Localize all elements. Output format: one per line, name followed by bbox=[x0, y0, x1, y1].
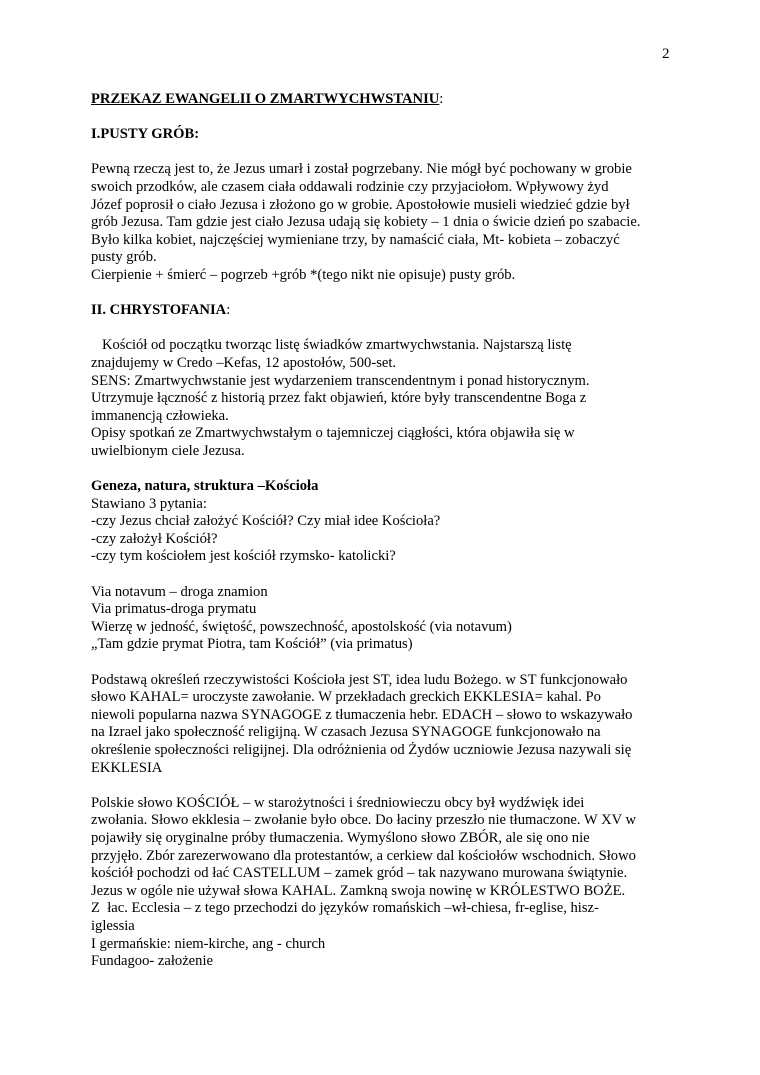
paragraph-line: Kościół od początku tworząc listę świadków zmartwychwstania. Najstarszą listę bbox=[91, 337, 572, 354]
paragraph-line: grób Jezusa. Tam gdzie jest ciało Jezusa udają się kobiety – 1 dnia o świcie dzień po szabacie. bbox=[91, 214, 641, 231]
title-text: PRZEKAZ EWANGELII O ZMARTWYCHWSTANIU bbox=[91, 91, 440, 107]
title-colon: : bbox=[439, 91, 444, 107]
paragraph-line: Opisy spotkań ze Zmartwychwstałym o tajemniczej ciągłości, która objawiła się w bbox=[91, 425, 575, 442]
heading-colon: : bbox=[226, 302, 231, 319]
paragraph-line: kościół pochodzi od łać CASTELLUM – zamek gród – tak nazywano murowana świątynie. bbox=[91, 865, 628, 882]
paragraph-line: Via primatus-droga prymatu bbox=[91, 601, 257, 618]
document-title bbox=[91, 91, 681, 109]
paragraph-line: immanencją człowieka. bbox=[91, 407, 229, 424]
paragraph-line: pojawiły się oryginalne próby tłumaczenia. Wymyślono słowo ZBÓR, ale się ono nie bbox=[91, 829, 590, 846]
paragraph-line: -czy Jezus chciał założyć Kościół? Czy miał idee Kościoła? bbox=[91, 513, 441, 530]
section-heading-geneza: Geneza, natura, struktura –Kościoła bbox=[91, 478, 319, 495]
paragraph-line: EKKLESIA bbox=[91, 759, 163, 776]
paragraph-line: Fundagoo- założenie bbox=[91, 953, 213, 970]
paragraph-line: pusty grób. bbox=[91, 249, 157, 266]
paragraph-line: znajdujemy w Credo –Kefas, 12 apostołów, 500-set. bbox=[91, 354, 397, 371]
paragraph-line: -czy tym kościołem jest kościół rzymsko- katolicki? bbox=[91, 548, 396, 565]
paragraph-line: Było kilka kobiet, najczęściej wymieniane trzy, by namaścić ciała, Mt- kobieta – zobaczyć bbox=[91, 231, 620, 248]
paragraph-line: Utrzymuje łączność z historią przez fakt objawień, które były transcendentne Boga z bbox=[91, 390, 587, 407]
paragraph-line: Jezus w ogóle nie używał słowa KAHAL. Zamkną swoja nowinę w KRÓLESTWO BOŻE. bbox=[91, 882, 626, 899]
paragraph-line: uwielbionym ciele Jezusa. bbox=[91, 442, 245, 459]
paragraph-line: Wierzę w jedność, świętość, powszechność, apostolskość (via notavum) bbox=[91, 618, 512, 635]
section-heading-chrystofania bbox=[91, 302, 681, 320]
heading-text: II. CHRYSTOFANIA bbox=[91, 302, 227, 319]
paragraph-line: słowo KAHAL= uroczyste zawołanie. W przekładach greckich EKKLESIA= kahal. Po bbox=[91, 689, 601, 706]
paragraph-line: Polskie słowo KOŚCIÓŁ – w starożytności i średniowieczu obcy był wydźwięk idei bbox=[91, 794, 585, 811]
paragraph-line: Z łac. Ecclesia – z tego przechodzi do języków romańskich –wł-chiesa, fr-eglise, hisz- bbox=[91, 900, 599, 917]
paragraph-line: SENS: Zmartwychwstanie jest wydarzeniem transcendentnym i ponad historycznym. bbox=[91, 372, 590, 389]
paragraph-line: „Tam gdzie prymat Piotra, tam Kościół” (via primatus) bbox=[91, 636, 413, 653]
paragraph-line: Pewną rzeczą jest to, że Jezus umarł i został pogrzebany. Nie mógł być pochowany w grobie bbox=[91, 161, 632, 178]
page-number: 2 bbox=[662, 46, 670, 62]
paragraph-line: Podstawą określeń rzeczywistości Kościoła jest ST, idea ludu Bożego. w ST funkcjonowało bbox=[91, 671, 628, 688]
paragraph-line: Stawiano 3 pytania: bbox=[91, 495, 207, 512]
paragraph-line: Via notavum – droga znamion bbox=[91, 583, 268, 600]
paragraph-line: iglessia bbox=[91, 917, 135, 934]
paragraph-line: swoich przodków, ale czasem ciała oddawali rodzinie czy przyjaciołom. Wpływowy żyd bbox=[91, 178, 609, 195]
section-heading-pusty-grob: I.PUSTY GRÓB: bbox=[91, 126, 200, 143]
paragraph-line: niewoli popularna nazwa SYNAGOGE z tłumaczenia hebr. EDACH – słowo to wskazywało bbox=[91, 706, 633, 723]
document-body bbox=[91, 91, 681, 971]
paragraph-line: I germańskie: niem-kirche, ang - church bbox=[91, 935, 326, 952]
paragraph-line: Józef poprosił o ciało Jezusa i złożono go w grobie. Apostołowie musieli wiedzieć gdzie był bbox=[91, 196, 630, 213]
paragraph-line: -czy założył Kościół? bbox=[91, 530, 218, 547]
paragraph-line: na Izrael jako społeczność religijną. W czasach Jezusa SYNAGOGE funkcjonowało na bbox=[91, 724, 601, 741]
paragraph-line: przyjęło. Zbór zarezerwowano dla protestantów, a cerkiew dal kościołów wschodnich. Słowo bbox=[91, 847, 636, 864]
paragraph-line: określenie społeczności religijnej. Dla odróżnienia od Żydów uczniowie Jezusa nazywali się bbox=[91, 741, 632, 758]
paragraph-line: Cierpienie + śmierć – pogrzeb +grób *(tego nikt nie opisuje) pusty grób. bbox=[91, 266, 516, 283]
paragraph-line: zwołania. Słowo ekklesia – zwołanie było obce. Do łaciny przeszło nie tłumaczone. W XV w bbox=[91, 812, 637, 829]
